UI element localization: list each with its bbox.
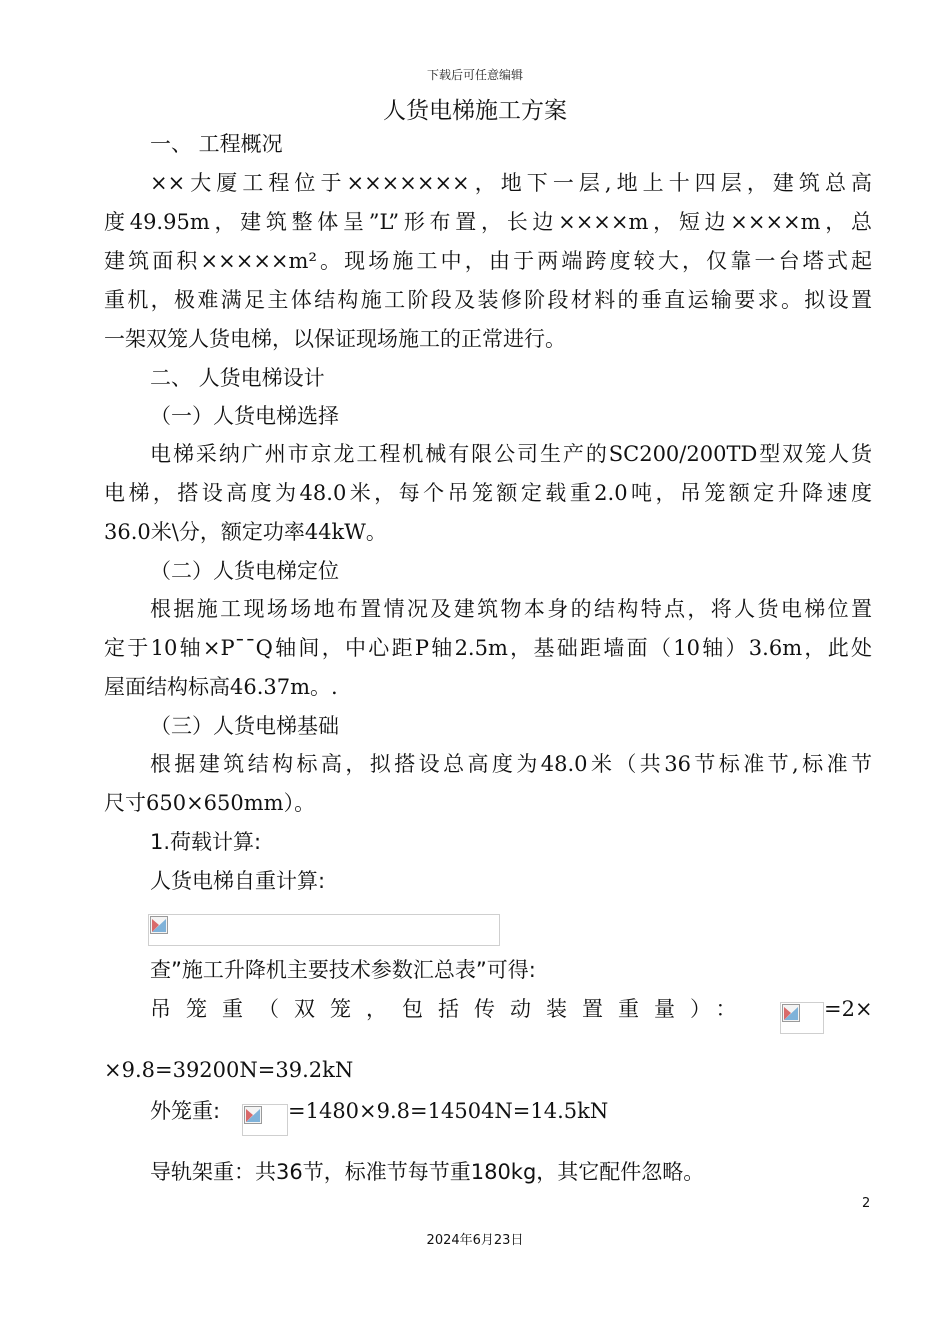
subsection-heading: （一）人货电梯选择 (150, 404, 339, 428)
paragraph-line: 一架双笼人货电梯，以保证现场施工的正常进行。 (104, 327, 566, 351)
paragraph-line: 根据建筑结构标高，拟搭设总高度为48.0米（共36节标准节,标准节 (150, 752, 872, 776)
paragraph-line: 重机，极难满足主体结构施工阶段及装修阶段材料的垂直运输要求。拟设置 (104, 288, 872, 312)
broken-image-icon (782, 1004, 800, 1022)
paragraph-line: 电梯，搭设高度为48.0米，每个吊笼额定载重2.0吨，吊笼额定升降速度 (104, 481, 872, 505)
subsection-heading: （二）人货电梯定位 (150, 559, 339, 583)
paragraph-line: 36.0米\分，额定功率44kW。 (104, 520, 387, 544)
paragraph-line: 导轨架重：共36节，标准节每节重180kg，其它配件忽略。 (150, 1160, 705, 1184)
subsection-heading: （三）人货电梯基础 (150, 714, 339, 738)
formula-image (780, 1002, 824, 1034)
paragraph-line: 查”施工升降机主要技术参数汇总表”可得: (150, 958, 536, 982)
paragraph-line: 电梯采纳广州市京龙工程机械有限公司生产的SC200/200TD型双笼人货 (150, 442, 872, 466)
paragraph-line: 建筑面积×××××m²。现场施工中，由于两端跨度较大，仅靠一台塔式起 (104, 249, 872, 273)
document-title: 人货电梯施工方案 (383, 98, 567, 124)
formula-image (242, 1104, 288, 1136)
section-heading: 二、 人货电梯设计 (150, 366, 325, 390)
paragraph-line: 根据施工现场场地布置情况及建筑物本身的结构特点，将人货电梯位置 (150, 597, 872, 621)
paragraph-line: 度49.95m，建筑整体呈”L”形布置，长边××××m，短边××××m，总 (104, 210, 872, 234)
paragraph-line: =1480×9.8=14504N=14.5kN (288, 1099, 609, 1123)
paragraph-line: 屋面结构标高46.37m。. (104, 675, 338, 699)
page-number: 2 (862, 1196, 871, 1211)
formula-image (148, 914, 500, 946)
broken-image-icon (244, 1106, 262, 1124)
section-heading: 一、 工程概况 (150, 132, 283, 156)
paragraph-line: 人货电梯自重计算: (150, 869, 326, 893)
paragraph-line: 吊笼重（双笼，包括传动装置重量）： (150, 997, 752, 1021)
paragraph-line: ×9.8=39200N=39.2kN (104, 1058, 354, 1082)
paragraph-line: =2× (824, 997, 873, 1021)
paragraph-line: 尺寸650×650mm）。 (104, 791, 316, 815)
paragraph-line: ××大厦工程位于×××××××，地下一层,地上十四层，建筑总高 (150, 171, 872, 195)
page-footer-date: 2024年6月23日 (426, 1233, 524, 1248)
paragraph-line: 定于10轴×P¯¯Q轴间，中心距P轴2.5m，基础距墙面（10轴）3.6m，此处 (104, 636, 872, 660)
paragraph-line: 1.荷载计算: (150, 830, 262, 854)
page-header: 下载后可任意编辑 (426, 68, 523, 82)
broken-image-icon (150, 916, 168, 934)
paragraph-line: 外笼重: (150, 1099, 221, 1123)
